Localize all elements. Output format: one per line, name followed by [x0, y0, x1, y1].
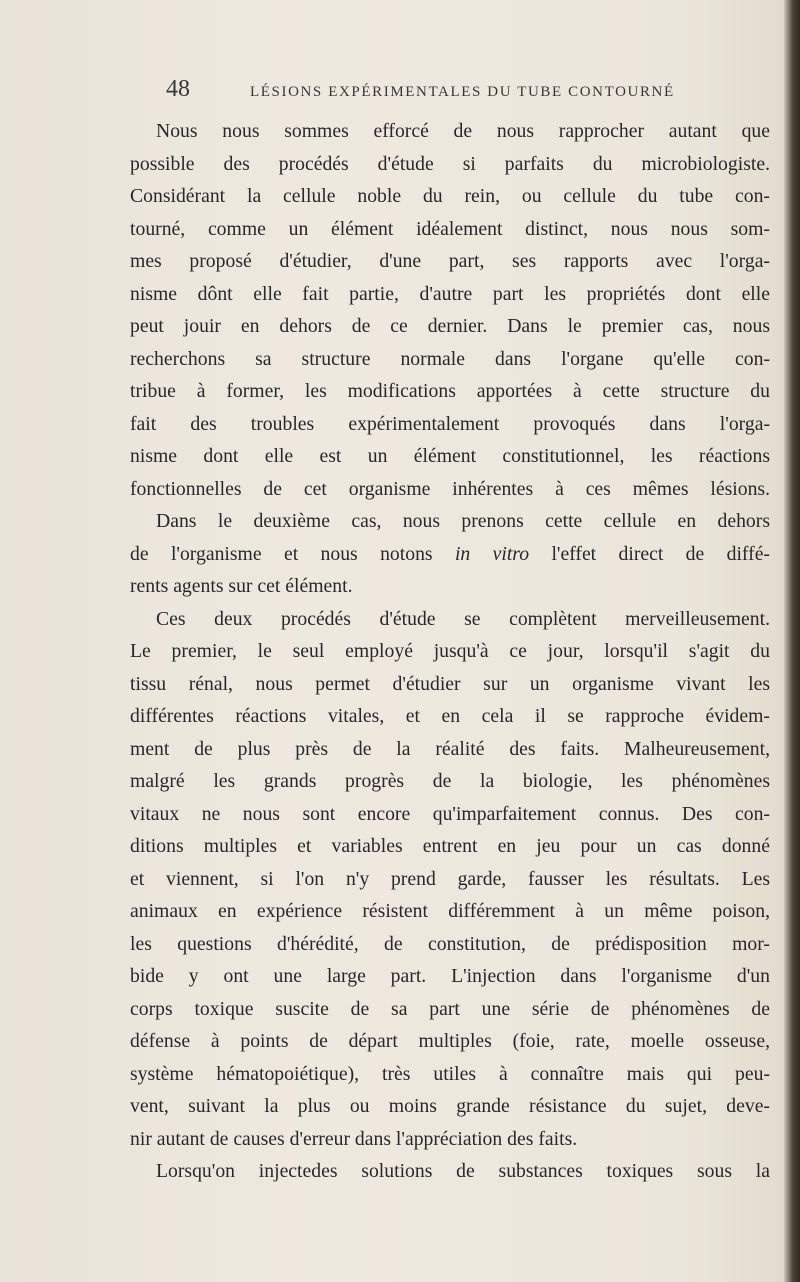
page-number: 48 — [166, 76, 190, 102]
text-line: mes proposé d'étudier, d'une part, ses rapports avec l'orga- — [130, 250, 770, 272]
text-segment: l'effet direct de diffé- — [551, 542, 770, 565]
text-line: nir autant de causes d'erreur dans l'appréciation des faits. — [130, 1127, 578, 1150]
text-line: ditions multiples et variables entrent en jeu pour un cas donné — [130, 835, 770, 857]
text-line: tissu rénal, nous permet d'étudier sur un organisme vivant les — [130, 672, 770, 695]
text-line: Nous nous sommes efforcé de nous rapprocher autant que — [156, 120, 770, 142]
text-line: bide y ont une large part. L'injection dans l'organisme d'un — [130, 965, 770, 987]
italic-phrase: in vitro — [454, 542, 530, 565]
body-text — [130, 115, 770, 1188]
text-line: les questions d'hérédité, de constitution, de prédisposition mor- — [130, 932, 770, 955]
text-line: tribue à former, les modifications apportées à cette structure du — [130, 380, 770, 402]
text-line: Considérant la cellule noble du rein, ou cellule du tube con- — [130, 185, 770, 207]
text-line — [130, 538, 770, 571]
text-line: Ces deux procédés d'étude se complètent merveilleusement. — [156, 607, 770, 630]
text-line: nisme dônt elle fait partie, d'autre part les propriétés dont elle — [130, 282, 770, 305]
text-line: fait des troubles expérimentalement provoqués dans l'orga- — [130, 412, 770, 435]
running-head — [166, 76, 766, 103]
text-line: système hématopoiétique), très utiles à connaître mais qui peu- — [130, 1062, 770, 1085]
text-line: vitaux ne nous sont encore qu'imparfaitement connus. Des con- — [130, 802, 770, 825]
running-title: LÉSIONS EXPÉRIMENTALES DU TUBE CONTOURNÉ — [250, 84, 675, 100]
text-line: possible des procédés d'étude si parfaits du microbiologiste. — [130, 152, 770, 175]
text-line: animaux en expérience résistent différemment à un même poison, — [130, 900, 770, 922]
text-line: Le premier, le seul employé jusqu'à ce jour, lorsqu'il s'agit du — [130, 640, 770, 662]
text-line: et viennent, si l'on n'y prend garde, fausser les résultats. Les — [130, 867, 770, 890]
text-line: défense à points de départ multiples (foie, rate, moelle osseuse, — [130, 1030, 770, 1052]
text-line: Lorsqu'on injectedes solutions de substances toxiques sous la — [156, 1160, 770, 1182]
text-line: fonctionnelles de cet organisme inhérentes à ces mêmes lésions. — [130, 477, 770, 500]
text-line: vent, suivant la plus ou moins grande résistance du sujet, deve- — [130, 1095, 770, 1117]
text-line: malgré les grands progrès de la biologie, les phénomènes — [130, 770, 770, 792]
text-line: rents agents sur cet élément. — [130, 575, 353, 597]
text-line: Dans le deuxième cas, nous prenons cette cellule en dehors — [156, 510, 770, 532]
text-line: différentes réactions vitales, et en cela il se rapproche évidem- — [130, 705, 770, 727]
text-line: corps toxique suscite de sa part une série de phénomènes de — [130, 997, 770, 1020]
text-line: tourné, comme un élément idéalement distinct, nous nous som- — [130, 217, 770, 240]
text-line: peut jouir en dehors de ce dernier. Dans le premier cas, nous — [130, 315, 770, 337]
text-line: nisme dont elle est un élément constitutionnel, les réactions — [130, 445, 770, 467]
page-edge-shadow — [784, 0, 800, 1282]
text-segment: de l'organisme et nous notons — [130, 542, 433, 565]
text-line: ment de plus près de la réalité des faits. Malheureusement, — [130, 737, 770, 760]
text-line: recherchons sa structure normale dans l'organe qu'elle con- — [130, 347, 770, 370]
